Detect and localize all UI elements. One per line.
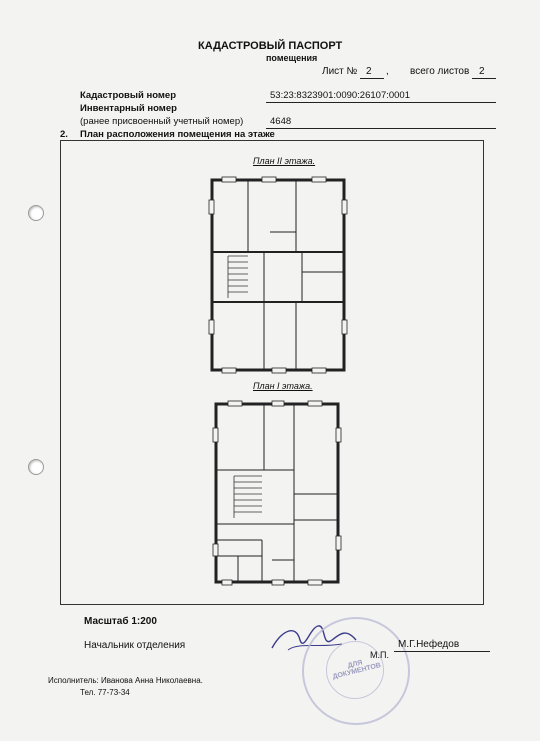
executor-name: Исполнитель: Иванова Анна Николаевна. (48, 676, 203, 685)
inventory-number-value: 4648 (270, 116, 292, 127)
section-number: 2. (60, 129, 68, 140)
sheet-number: 2 (366, 66, 372, 77)
executor-phone: Тел. 77-73-34 (80, 688, 130, 697)
punch-hole-bottom (28, 459, 44, 475)
floor-plan-frame (60, 140, 484, 605)
total-sheets-value: 2 (479, 66, 485, 77)
total-sheets-underline (472, 78, 496, 79)
punch-hole-top (28, 205, 44, 221)
document-title: КАДАСТРОВЫЙ ПАСПОРТ (198, 40, 343, 52)
lower-floor-plan-title: План I этажа. (253, 381, 313, 391)
stamp-place-label: М.П. (370, 650, 389, 660)
department-head-name: М.Г.Нефедов (398, 639, 460, 650)
sheet-separator: , (386, 66, 389, 77)
signature-underline (394, 651, 490, 652)
cadastral-number-value: 53:23:8323901:0090:26107:0001 (270, 90, 410, 101)
upper-floor-plan-title: План II этажа. (253, 156, 316, 166)
section-title: План расположения помещения на этаже (80, 129, 275, 140)
cadastral-number-underline (266, 102, 496, 103)
official-stamp (302, 617, 410, 725)
sheet-number-underline (360, 78, 384, 79)
department-head-label: Начальник отделения (84, 640, 186, 651)
inventory-number-underline (266, 128, 496, 129)
inventory-number-label: Инвентарный номер (80, 103, 177, 114)
sheet-label: Лист № (322, 66, 358, 77)
stamp-label: ДЛЯ ДОКУМЕНТОВ (332, 659, 382, 681)
cadastral-number-label: Кадастровый номер (80, 90, 177, 101)
scale-label: Масштаб 1:200 (84, 616, 157, 627)
document-subtitle: помещения (266, 53, 318, 63)
total-sheets-label: всего листов (410, 66, 470, 77)
inventory-number-sublabel: (ранее присвоенный учетный номер) (80, 116, 244, 127)
